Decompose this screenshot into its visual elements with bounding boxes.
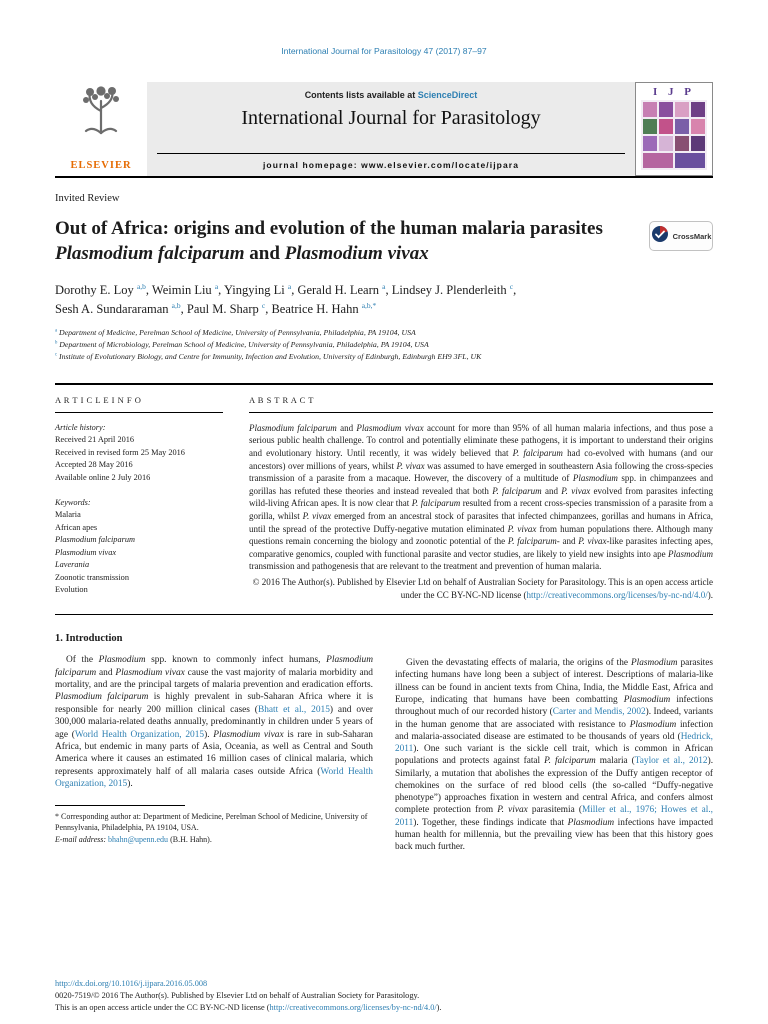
divider xyxy=(249,412,713,413)
divider xyxy=(55,412,223,413)
article-history-label: Article history: xyxy=(55,422,106,432)
abstract-copyright: © 2016 The Author(s). Published by Elsevier Ltd on behalf of Australian Society for Parasitology. This is an open access article under the CC BY-NC-ND license (http://creativecommons.org/licenses/by-nc-nd/4.0/). xyxy=(252,576,713,600)
article-history-item: Received 21 April 2016 xyxy=(55,435,135,445)
crossmark-icon xyxy=(651,225,669,248)
abstract-heading: A B S T R A C T xyxy=(249,394,314,405)
journal-header xyxy=(55,82,713,178)
footnote-block xyxy=(55,805,373,846)
keywords-label: Keywords: xyxy=(55,498,91,508)
keywords-block xyxy=(55,497,223,597)
keyword-item: Plasmodium falciparum xyxy=(55,535,135,545)
affiliations xyxy=(55,327,713,363)
right-column xyxy=(395,633,713,853)
email-label: E-mail address: xyxy=(55,835,109,845)
license-link[interactable]: http://creativecommons.org/licenses/by-nc-nd/4.0/ xyxy=(269,1002,437,1012)
contents-prefix: Contents lists available at xyxy=(304,90,416,100)
journal-homepage-link[interactable]: journal homepage: www.elsevier.com/locate/ijpara xyxy=(262,160,520,170)
keyword-item: Evolution xyxy=(55,585,88,595)
elsevier-wordmark: ELSEVIER xyxy=(70,160,132,171)
journal-title: International Journal for Parasitology xyxy=(241,107,541,129)
email-suffix: (B.H. Hahn). xyxy=(168,835,212,845)
sciencedirect-link[interactable]: ScienceDirect xyxy=(417,90,478,100)
left-column xyxy=(55,633,373,853)
affiliation-line: $^a$ Department of Medicine, Perelman School of Medicine, University of Pennsylvania, Philadelphia, PA 19104, USA xyxy=(55,327,416,337)
footnote-rule xyxy=(55,805,185,806)
cover-mosaic-image xyxy=(641,100,707,175)
contents-line xyxy=(157,90,625,100)
intro-heading: 1. Introduction xyxy=(55,633,123,645)
article-info-column xyxy=(55,395,223,601)
abstract-column xyxy=(249,395,713,601)
correspondence-note: * Corresponding author at: Department of Medicine, Perelman School of Medicine, University of Pennsylvania, Philadelphia, PA 19104, USA. xyxy=(55,811,368,832)
elsevier-tree-icon xyxy=(80,85,122,140)
keyword-item: Malaria xyxy=(55,510,81,520)
keyword-item: Plasmodium vivax xyxy=(55,547,117,557)
elsevier-logo xyxy=(55,82,147,176)
article-title: Out of Africa: origins and evolution of the human malaria parasites Plasmodium falciparum and Plasmodium vivax xyxy=(55,218,603,264)
article-type-label: Invited Review xyxy=(55,193,120,204)
keyword-item: Laverania xyxy=(55,560,90,570)
affiliation-line: $^c$ Institute of Evolutionary Biology, and Centre for Immunity, Infection and Evolution, University of Edinburgh, Edinburgh EH9 3FL, UK xyxy=(55,351,482,361)
license-prefix: This is an open access article under the CC BY-NC-ND license ( xyxy=(55,1002,270,1012)
license-suffix: ). xyxy=(436,1002,442,1012)
doi-link[interactable]: http://dx.doi.org/10.1016/j.ijpara.2016.05.008 xyxy=(55,978,208,988)
affiliation-line: $^b$ Department of Microbiology, Perelman School of Medicine, University of Pennsylvania, Philadelphia, PA 19104, USA xyxy=(55,339,429,349)
journal-masthead xyxy=(147,82,635,176)
issn-copyright-line: 0020-7519/© 2016 The Author(s). Published by Elsevier Ltd on behalf of Australian Society for Parasitology. xyxy=(55,990,420,1000)
license-line xyxy=(55,1002,713,1014)
journal-cover-thumbnail[interactable] xyxy=(635,82,713,176)
intro-paragraph: Of the Plasmodium spp. known to commonly infect humans, Plasmodium falciparum and Plasmodium vivax cause the vast majority of malaria morbidity and mortality, and are the principal targets of malaria prevention and eradication efforts. Plasmodium falciparum is highly prevalent in sub-Saharan Africa where it is responsible for nearly 200 million clinical cases (Bhatt et al., 2015) and over 300,000 malaria-related deaths annually, predominantly in children under 5 years of age (World Health Organization, 2015). Plasmodium vivax is rare in sub-Saharan Africa, but endemic in many parts of Asia, Oceania, as well as Central and South America where it causes an estimated 16 million cases of clinical malaria, which represents approximately half of all malaria cases outside Africa (World Health Organization, 2015). xyxy=(55,655,373,790)
running-head-citation: International Journal for Parasitology 47 (2017) 87–97 xyxy=(281,46,487,56)
article-history-item: Received in revised form 25 May 2016 xyxy=(55,447,185,457)
authors-line: Dorothy E. Loy $^{a,b}$, Weimin Liu $^a$, Yingying Li $^a$, Gerald H. Learn $^a$, Lindsey J. Plenderleith $^c$, Sesh A. Sundararaman $^{a,b}$, Paul M. Sharp $^c$, Beatrice H. Hahn $^{a,b,*}$ xyxy=(55,282,517,316)
cover-title: I J P xyxy=(653,86,695,98)
email-line xyxy=(55,834,373,845)
article-info-abstract-section xyxy=(55,383,713,615)
abstract-text: Plasmodium falciparum and Plasmodium vivax account for more than 95% of all human malaria infections, and thus pose a serious public health challenge. To control and potentially eliminate these pathogens, it is important to understand their origins and evolutionary history. Until recently, it was widely believed that P. falciparum had co-evolved with humans (and our ancestors) over millions of years, whilst P. vivax was assumed to have emerged in southeastern Asia following the cross-species transmission of a parasite from a macaque. However, the discovery of a multitude of Plasmodium spp. in chimpanzees and gorillas has refuted these theories and instead revealed that both P. falciparum and P. vivax evolved from parasites infecting wild-living African apes. It is now clear that P. falciparum resulted from a recent cross-species transmission of a parasite from a gorilla, whilst P. vivax emerged from an ancestral stock of parasites that infected chimpanzees, gorillas and humans in Africa, until the spread of the protective Duffy-negative mutation eliminated P. vivax from human populations there. Although many questions remain concerning the biology and zoonotic potential of the P. falciparum- and P. vivax-like parasites infecting apes, comparative genomics, coupled with functional parasite and vector studies, are likely to yield new insights into ape Plasmodium transmission and pathogenesis that are relevant to the treatment and prevention of human malaria. xyxy=(249,422,713,572)
page-footer xyxy=(55,974,713,1014)
keyword-item: African apes xyxy=(55,522,98,532)
article-history-item: Available online 2 July 2016 xyxy=(55,472,151,482)
crossmark-label: CrossMark xyxy=(672,231,712,241)
article-body xyxy=(55,633,713,853)
email-link[interactable]: bhahn@upenn.edu xyxy=(108,835,169,845)
crossmark-badge[interactable] xyxy=(649,221,713,251)
article-info-heading: A R T I C L E I N F O xyxy=(55,394,142,405)
body-paragraph: Given the devastating effects of malaria, the origins of the Plasmodium parasites infecting humans have long been a subject of interest. Descriptions of malaria-like illness can be found in ancient texts from China, India, the Middle East, Africa and Europe, indicating that humans have been combatting Plasmodium infections throughout much of our recorded history (Carter and Mendis, 2002). Indeed, variants in the human genome that are associated with resistance to Plasmodium infection and malaria-associated disease are estimated to be thousands of years old (Hedrick, 2011). One such variant is the sickle cell trait, which is common in African populations and protects against fatal P. falciparum malaria (Taylor et al., 2012). Similarly, a mutation that abolishes the expression of the Duffy antigen receptor of chemokines on the surface of red blood cells (the so-called “Duffy-negative phenotype”) approaches fixation in western and central Africa, and confers almost complete protection from P. vivax parasitemia (Miller et al., 1976; Howes et al., 2011). Together, these findings indicate that Plasmodium infections have impacted human health for millennia, but the prevailing view has been that this history goes back much further. xyxy=(395,658,714,853)
article-history-item: Accepted 28 May 2016 xyxy=(55,460,133,470)
keyword-item: Zoonotic transmission xyxy=(55,572,129,582)
